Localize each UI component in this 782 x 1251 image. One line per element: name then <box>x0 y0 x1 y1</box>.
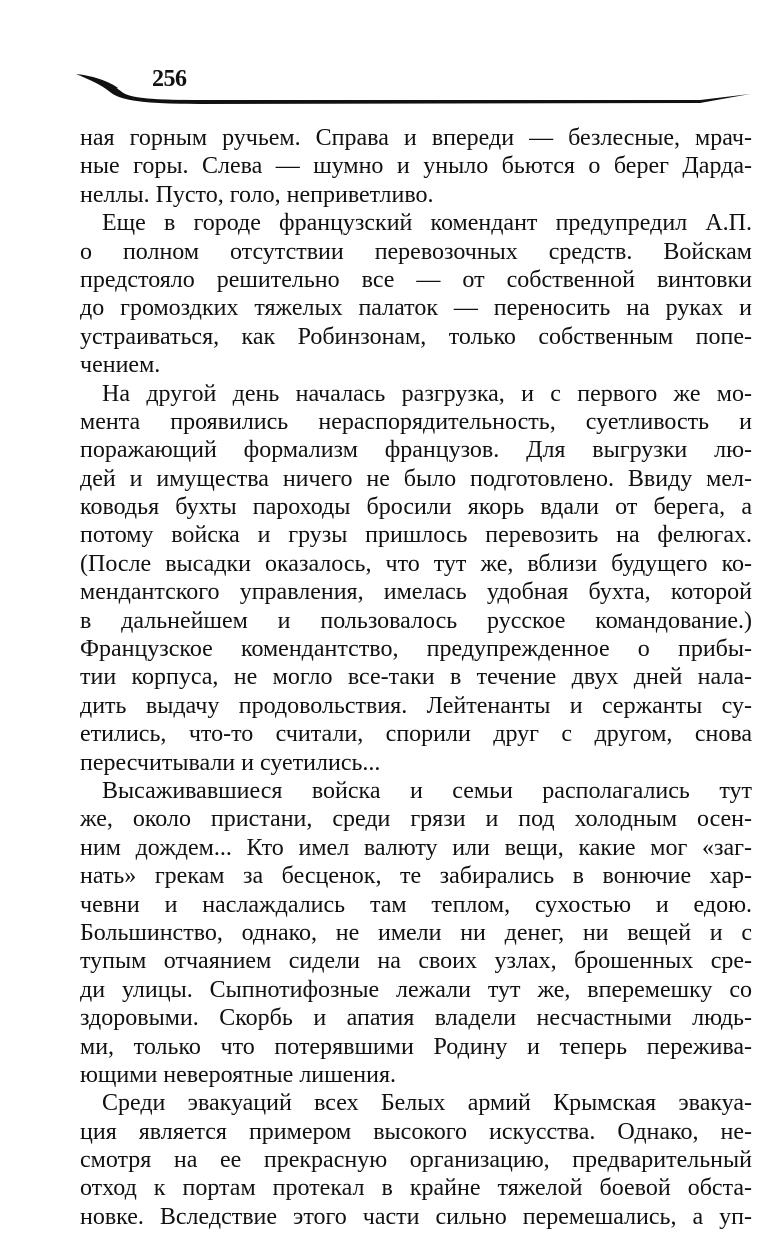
text-line: здоровыми. Скорбь и апатия владели несчастными людь- <box>80 1005 752 1032</box>
text-line: чением. <box>80 352 161 379</box>
text-line: мендантского управления, имелась удобная бухта, которой <box>80 579 752 606</box>
text-line: дить выдачу продовольствия. Лейтенанты и сержанты су- <box>80 692 752 719</box>
text-line: предстояло решительно все — от собственной винтовки <box>80 266 752 293</box>
text-line: ция является примером высокого искусства. Однако, не- <box>80 1118 752 1145</box>
text-line: ди улицы. Сыпнотифозные лежали тут же, вперемешку со <box>80 976 752 1003</box>
text-line: ним дождем... Кто имел валюту или вещи, какие мог «заг- <box>80 834 752 861</box>
text-line: Среди эвакуаций всех Белых армий Крымская эвакуа- <box>102 1090 752 1117</box>
header-ornament-rule <box>0 0 782 110</box>
text-line: же, около пристани, среди грязи и под холодным осен- <box>80 806 752 833</box>
text-line: етились, что-то считали, спорили друг с другом, снова <box>80 721 752 748</box>
text-line: мента проявились нераспорядительность, суетливость и <box>80 408 752 435</box>
text-line: отход к портам протекал в крайне тяжелой боевой обста- <box>80 1175 752 1202</box>
text-line: ные горы. Слева — шумно и уныло бьются о берег Дарда- <box>80 153 752 180</box>
text-line: потому войска и грузы пришлось перевозить на фелюгах. <box>80 522 752 549</box>
text-line: На другой день началась разгрузка, и с первого же мо- <box>102 380 752 407</box>
paragraph <box>80 777 752 1089</box>
page-header <box>0 0 782 110</box>
paragraph <box>80 124 752 209</box>
paragraph <box>80 380 752 777</box>
page-number: 256 <box>152 66 187 92</box>
paragraph <box>80 209 752 379</box>
text-line: новке. Вследствие этого части сильно перемешались, а уп- <box>80 1203 752 1230</box>
text-line: устраиваться, как Робинзонам, только собственным попе- <box>80 323 752 350</box>
text-line: поражающий формализм французов. Для выгрузки лю- <box>80 437 752 464</box>
text-line: о полном отсутствии перевозочных средств. Войскам <box>80 238 752 265</box>
text-line: тупым отчаянием сидели на своих узлах, брошенных сре- <box>80 948 752 975</box>
text-line: Высаживавшиеся войска и семьи располагались тут <box>102 777 752 804</box>
text-line: в дальнейшем и пользовалось русское командование.) <box>80 607 752 634</box>
text-line: ководья бухты пароходы бросили якорь вдали от берега, а <box>80 494 752 521</box>
text-line: (После высадки оказалось, что тут же, вблизи будущего ко- <box>80 550 752 577</box>
text-line: неллы. Пусто, голо, неприветливо. <box>80 181 434 208</box>
text-line: чевни и наслаждались там теплом, сухостью и едою. <box>80 891 752 918</box>
text-line: тии корпуса, не могло все-таки в течение двух дней нала- <box>80 664 752 691</box>
text-line: Большинство, однако, не имели ни денег, ни вещей и с <box>80 919 752 946</box>
text-line: пересчитывали и суетились... <box>80 749 381 776</box>
text-line: смотря на ее прекрасную организацию, предварительный <box>80 1147 752 1174</box>
text-line: дей и имущества ничего не было подготовлено. Ввиду мел- <box>80 465 752 492</box>
text-line: ющими невероятные лишения. <box>80 1061 396 1088</box>
text-line: ми, только что потерявшими Родину и теперь пережива- <box>80 1033 752 1060</box>
text-line: Французское комендантство, предупрежденное о прибы- <box>80 636 752 663</box>
body-text <box>80 124 752 1231</box>
text-line: нать» грекам за бесценок, те забирались в вонючие хар- <box>80 863 752 890</box>
paragraph <box>80 1089 752 1231</box>
text-line: ная горным ручьем. Справа и впереди — безлесные, мрач- <box>80 125 752 151</box>
text-line: до громоздких тяжелых палаток — переносить на руках и <box>80 295 752 322</box>
text-line: Еще в городе французский комендант предупредил А.П. <box>102 210 752 237</box>
